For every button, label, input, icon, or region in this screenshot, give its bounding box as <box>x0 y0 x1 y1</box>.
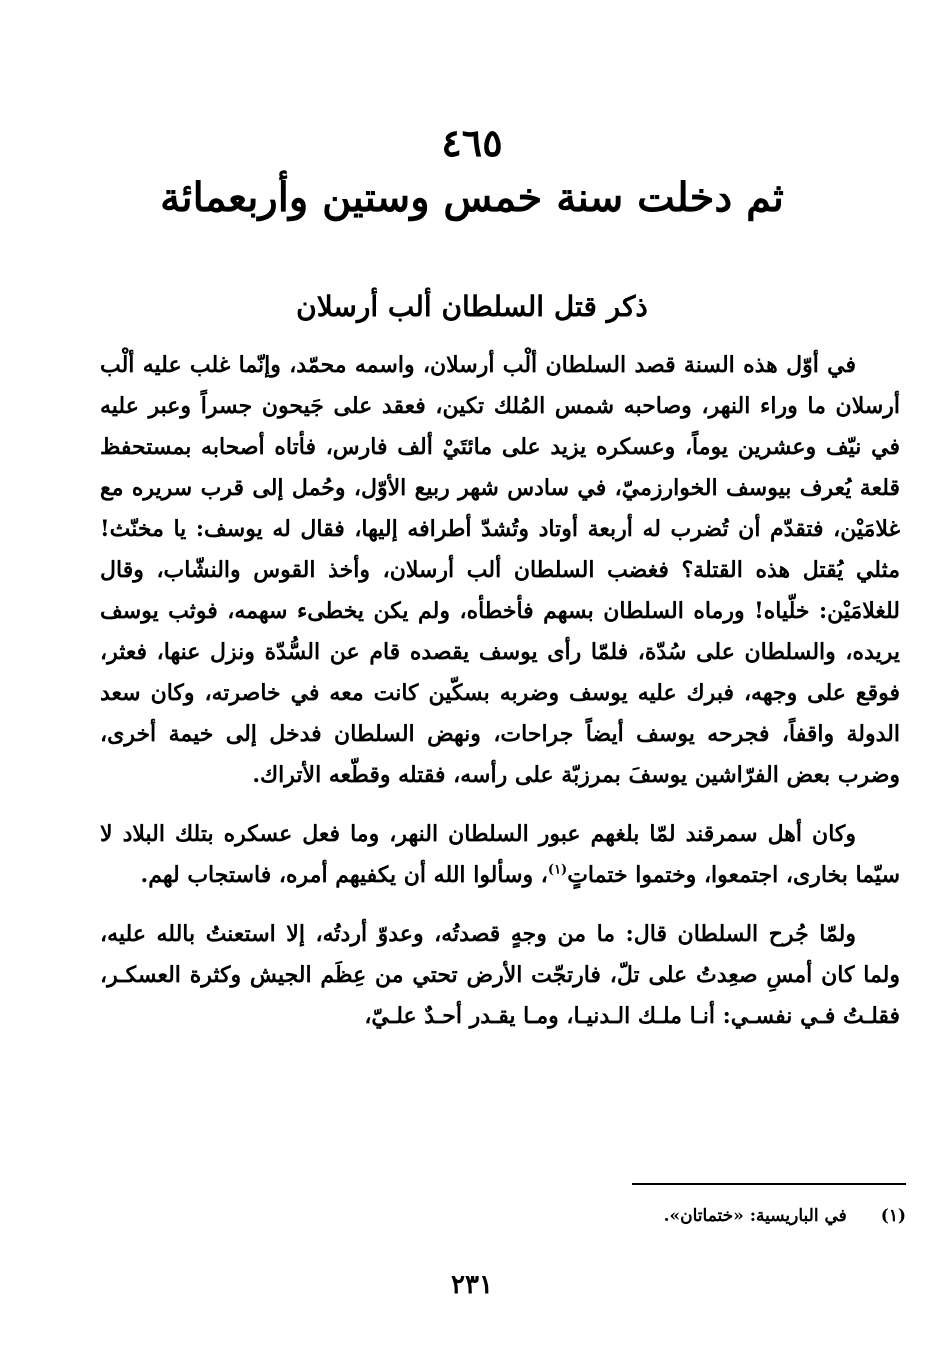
paragraph-text: ، وسألوا الله أن يكفيهم أمره، فاستجاب لهم. <box>140 862 548 888</box>
paragraph-text: وكان أهل سمرقند لمّا بلغهم عبور السلطان النهر، وما فعل عسكره بتلك البلاد لا سيّما بخارى، اجتمعوا، وختموا ختماتٍ <box>100 821 900 888</box>
year-heading: ٤٦٥ <box>441 120 503 165</box>
footnote-text: في الباريسية: «ختماتان». <box>663 1206 847 1226</box>
page-title: ثم دخلت سنة خمس وستين وأربعمائة <box>160 174 784 221</box>
footnote <box>400 1202 906 1230</box>
paragraph <box>100 914 900 1037</box>
section-heading: ذكر قتل السلطان ألب أرسلان <box>296 290 648 323</box>
paragraph-text: في أوّل هذه السنة قصد السلطان ألْب أرسلان، واسمه محمّد، وإنّما غلب عليه ألْب أرسلان ما وراء النهر، وصاحبه شمس المُلك تكين، فعقد على جَيحون جسراً وعبر عليه في نيّف وعشرين يوماً، وعسكره يزيد على مائتَيْ ألف فارس، فأتاه أصحابه بمستحفظ قلعة يُعرف بيوسف الخوارزميّ، في سادس شهر ربيع الأوّل، وحُمل إلى قرب سريره مع غلامَيْن، فتقدّم أن تُضرب له أربعة أوتاد وتُشدّ أطرافه إليها، فقال له يوسف: يا مخنّث! مثلي يُقتل هذه القتلة؟ فغضب السلطان ألب أرسلان، وأخذ القوس والنشّاب، وقال للغلامَيْن: خلّياه! ورماه السلطان بسهم فأخطأه، ولم يكن يخطىء سهمه، فوثب يوسف يريده، والسلطان على سُدّة، فلمّا رأى يوسف يقصده قام عن السُّدّة ونزل عنها، فعثر، فوقع على وجهه، فبرك عليه يوسف وضربه بسكّين كانت معه في خاصرته، وكان سعد الدولة واقفاً، فجرحه يوسف أيضاً جراحات، ونهض السلطان فدخل إلى خيمة أخرى، وضرب بعض الفرّاشين يوسفَ بمرزبّة على رأسه، فقتله وقطّعه الأتراك. <box>100 352 900 788</box>
paragraph-text: ولمّا جُرح السلطان قال: ما من وجهٍ قصدتُه، وعدوّ أردتُه، إلا استعنتُ بالله عليه، ولما كان أمسِ صعِدتُ على تلّ، فارتجّت الأرض تحتي من عِظَم الجيش وكثرة العسكـر، فقلـتُ فـي نفسـي: أنـا ملـك الـدنيـا، ومـا يقـدر أحـدٌ علـيّ، <box>100 921 900 1029</box>
footnote-reference: (١) <box>547 862 568 878</box>
body-text <box>100 345 900 1055</box>
footnote-number: (١) <box>880 1206 906 1226</box>
paragraph <box>100 345 900 796</box>
footnote-divider <box>632 1183 906 1185</box>
page-number: ٢٣١ <box>451 1270 493 1300</box>
paragraph <box>100 814 900 896</box>
